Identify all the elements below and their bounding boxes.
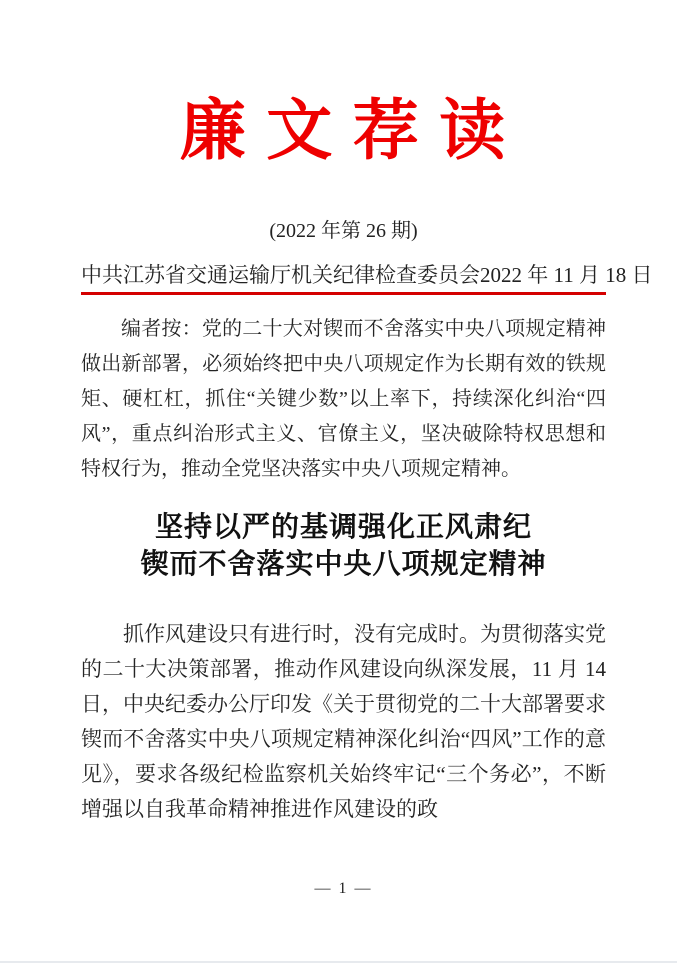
- editor-note-paragraph: 编者按：党的二十大对锲而不舍落实中央八项规定精神做出新部署，必须始终把中央八项规定作为长期有效的铁规矩、硬杠杠，抓住“关键少数”以上率下，持续深化纠治“四风”，重点纠治形式主义、官僚主义，坚决破除特权思想和特权行为，推动全党坚决落实中央八项规定精神。: [81, 318, 606, 480]
- article-heading: [81, 509, 606, 583]
- publisher-name: 中共江苏省交通运输厅机关纪律检查委员会: [81, 263, 480, 287]
- issue-number: (2022 年第 26 期): [269, 220, 418, 242]
- article-body-paragraph: 抓作风建设只有进行时，没有完成时。为贯彻落实党的二十大决策部署，推动作风建设向纵深发展，11 月 14 日，中央纪委办公厅印发《关于贯彻党的二十大部署要求 锲而不舍落实中央八项规定精神深化纠治“四风”工作的意见》，要求各级纪检监察机关始终牢记“三个务必”，不断增强以自我革命精神推进作风建设的政: [81, 622, 606, 821]
- publisher-date-row: [81, 261, 653, 289]
- masthead-divider-rule: [81, 292, 606, 295]
- article-heading-line1: 坚持以严的基调强化正风肃纪: [154, 512, 532, 543]
- masthead-title: 廉 文 荐 读: [179, 95, 508, 168]
- page-bottom-edge: [0, 961, 677, 963]
- article-heading-line2: 锲而不舍落实中央八项规定精神: [140, 549, 547, 580]
- document-page: [0, 95, 677, 966]
- publish-date: 2022 年 11 月 18 日: [480, 263, 653, 287]
- page-number: — 1 —: [314, 880, 373, 897]
